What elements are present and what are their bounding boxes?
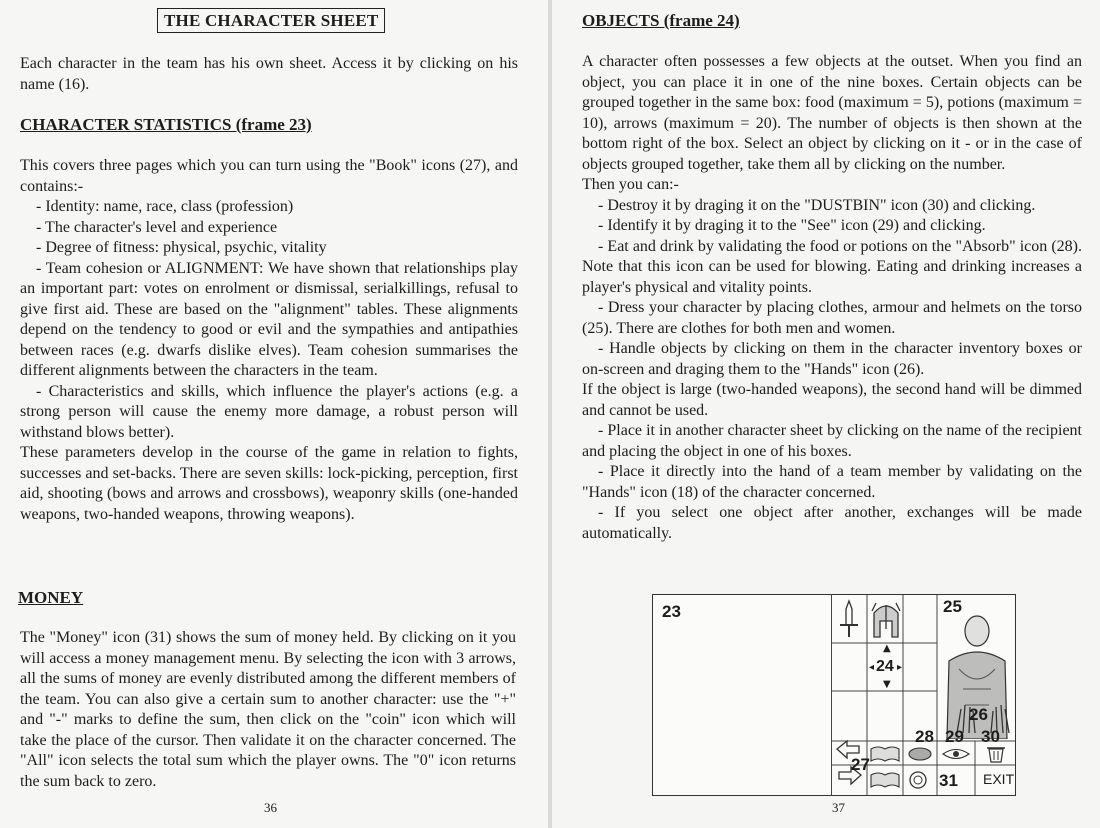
stats-item: - The character's level and experience xyxy=(36,218,278,236)
label-27: 27 xyxy=(851,755,870,774)
character-sheet-title: THE CHARACTER SHEET xyxy=(157,8,385,33)
stats-section xyxy=(20,156,518,525)
label-23: 23 xyxy=(662,602,681,621)
money-heading: MONEY xyxy=(18,588,84,607)
label-29: 29 xyxy=(945,727,964,746)
action-item: - Destroy it by draging it on the "DUSTBIN" icon (30) and clicking. xyxy=(598,196,1036,214)
action-item: - If you select one object after another, exchanges will be made automatically. xyxy=(582,504,1082,542)
inventory-screen-figure xyxy=(652,594,1016,796)
action-item: - Place it in another character sheet by clicking on the name of the recipient and placing the object in one of his boxes. xyxy=(582,422,1082,460)
left-page xyxy=(0,0,548,828)
label-25: 25 xyxy=(943,597,962,616)
label-30: 30 xyxy=(981,727,1000,746)
stats-heading: CHARACTER STATISTICS (frame 23) xyxy=(20,115,312,134)
exit-button[interactable]: EXIT xyxy=(983,771,1015,787)
characteristics-paragraph: - Characteristics and skills, which influence the player's actions (e.g. a strong person will cause the enemy more damage, a robust person will withstand blows better). xyxy=(20,382,518,441)
objects-intro: A character often possesses a few objects at the outset. When you find an object, you can place it in one of the nine boxes. Certain objects can be grouped together in the same box: food (maximum = 5), potions (maximum = 10), arrows (maximum = 20). The number of objects is then shown at the bottom right of the box. Select an object by clicking on it - or in the case of objects grouped together, take them all by clicking on the number. xyxy=(582,53,1082,173)
money-paragraph: The "Money" icon (31) shows the sum of money held. By clicking on it you will access a money management menu. By selecting the icon with 3 arrows, all the sums of money are evenly distributed among the different members of the team. You can also give a certain sum to another character: use the "+" and "-" marks to define the sum, then click on the "coin" icon which will take the place of the cursor. Then validate it on the character concerned. The "All" icon selects the total sum which the player owns. The "0" icon returns the sum back to zero. xyxy=(20,629,516,790)
helmet-icon xyxy=(870,599,902,639)
arrow-left-icon: ◂ xyxy=(869,662,875,673)
coin-icon xyxy=(907,769,929,791)
arrow-right-icon: ▸ xyxy=(897,662,903,673)
objects-heading: OBJECTS (frame 24) xyxy=(582,11,740,30)
sword-icon xyxy=(836,599,862,639)
label-24: 24 xyxy=(876,658,894,675)
book-icon xyxy=(869,745,901,763)
action-item: - Dress your character by placing clothes, armour and helmets on the torso (25). There are clothes for both men and women. xyxy=(582,299,1082,337)
money-section xyxy=(20,628,516,792)
action-item: - Identify it by draging it to the "See" icon (29) and clicking. xyxy=(598,217,986,234)
stats-item: - Identity: name, race, class (profession) xyxy=(36,198,294,215)
large-object-note: If the object is large (two-handed weapons), the second hand will be dimmed and cannot be used. xyxy=(582,381,1082,419)
label-26: 26 xyxy=(969,705,988,724)
alignment-paragraph: - Team cohesion or ALIGNMENT: We have shown that relationships play an important part: votes on enrolment or dismissal, serialkillings, refusal to give first aid. These are based on the "alignment" tables. These alignments depend on the tendency to good or evil and the sympathies and antipathies between races (e.g. dwarfs dislike elves). Team cohesion summarises the different alignments between the characters in the team. xyxy=(20,259,518,379)
parameters-paragraph: These parameters develop in the course of the game in relation to fights, successes and set-backs. There are seven skills: lock-picking, perception, first aid, shooting (bows and arrows and crossbows), weaponry skills (one-handed weapons, two-handed weapons, throwing weapons). xyxy=(20,444,518,523)
objects-section xyxy=(582,52,1082,544)
intro-text: Each character in the team has his own sheet. Access it by clicking on his name (16). xyxy=(20,55,518,93)
stats-intro: This covers three pages which you can turn using the "Book" icons (27), and contains:- xyxy=(20,157,518,195)
book-icon xyxy=(869,771,901,789)
right-page xyxy=(552,0,1100,828)
arrow-down-icon: ▼ xyxy=(883,679,891,690)
then-you-can: Then you can:- xyxy=(582,176,679,193)
action-item: - Eat and drink by validating the food or potions on the "Absorb" icon (28). Note that this icon can be used for blowing. Eating and drinking increases a player's physical and vitality points. xyxy=(582,237,1082,296)
action-item: - Place it directly into the hand of a team member by validating on the "Hands" icon (18) of the character concerned. xyxy=(582,463,1082,501)
see-eye-icon xyxy=(941,745,971,763)
arrow-up-icon: ▲ xyxy=(883,643,891,654)
page-number-right: 37 xyxy=(832,800,845,815)
dustbin-icon xyxy=(985,745,1007,763)
label-28: 28 xyxy=(915,727,934,746)
page-number-left: 36 xyxy=(264,800,277,815)
stats-item: - Degree of fitness: physical, psychic, vitality xyxy=(36,239,327,256)
absorb-icon xyxy=(905,745,935,763)
intro-paragraph xyxy=(20,54,518,95)
label-31: 31 xyxy=(939,771,958,790)
action-item: - Handle objects by clicking on them in the character inventory boxes or on-screen and draging them to the "Hands" icon (26). xyxy=(582,340,1082,378)
